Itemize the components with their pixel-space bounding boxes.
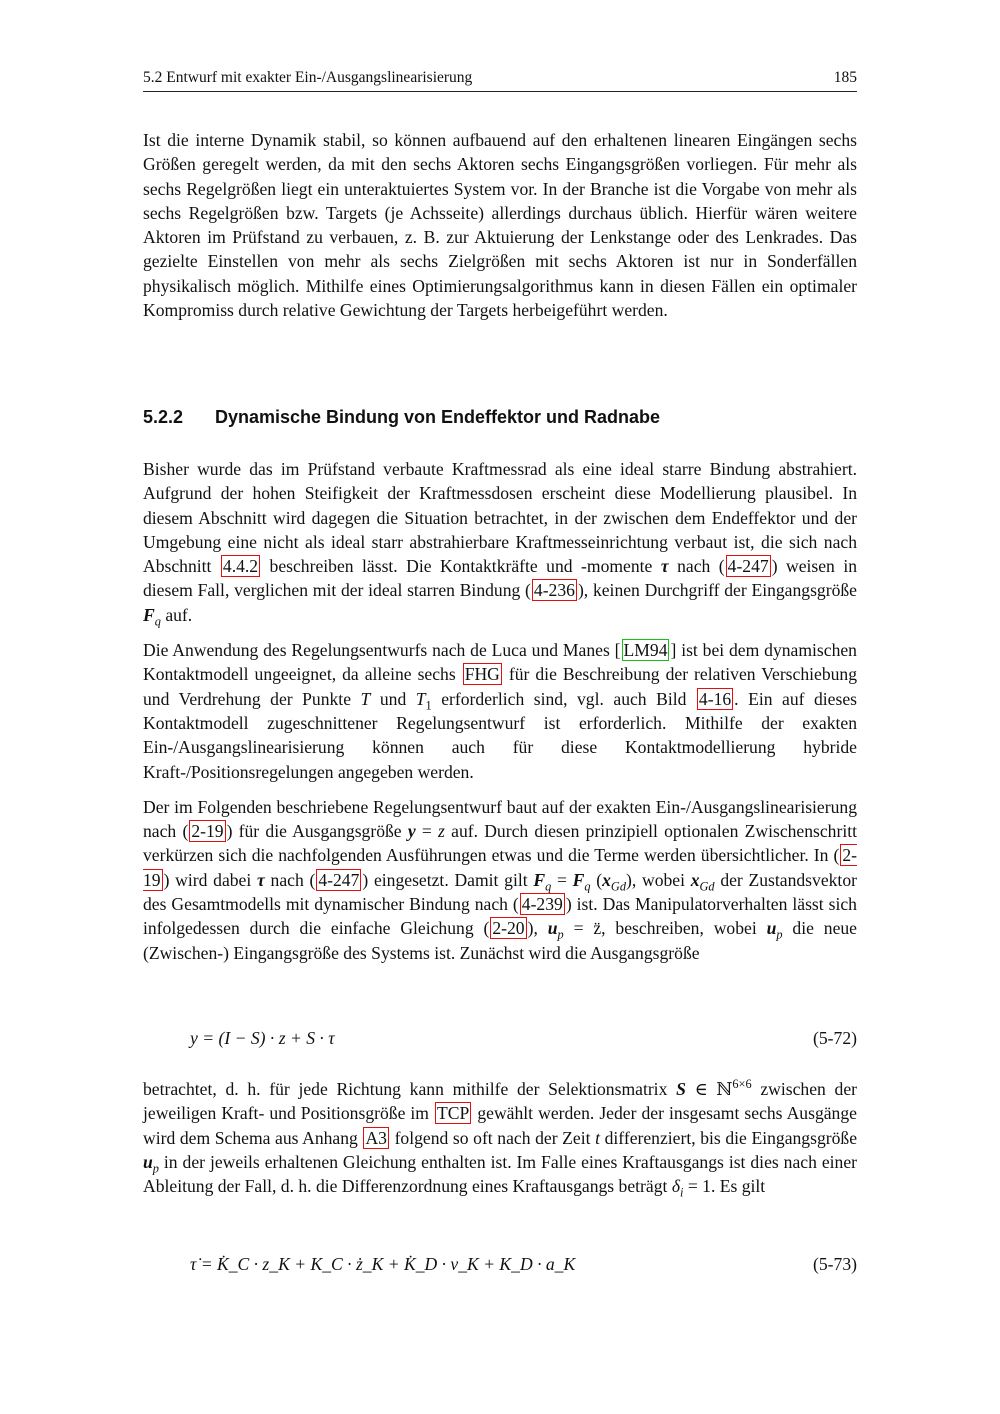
section-heading xyxy=(143,405,660,429)
text-run: betrachtet, d. h. für jede Richtung kann mithilfe der Selektionsmatrix xyxy=(143,1079,668,1099)
text-run: ), keinen Durchgriff der Eingangsgröße xyxy=(577,580,857,601)
text-run: folgend so oft nach der Zeit xyxy=(394,1127,591,1148)
ref-section-4-4-2[interactable]: 4.4.2 xyxy=(222,556,259,577)
text-run: auf. Durch diesen prinzipiell optionalen Zwischenschritt verkürzen sich die nachfolgenden Ausführungen etwas und die Terme werden übersichtlicher. In ( xyxy=(143,821,858,866)
subscript-p: p xyxy=(152,1161,159,1176)
symbol-T1: T xyxy=(415,688,426,709)
text-run: und xyxy=(379,688,407,709)
text-run: = xyxy=(551,869,573,890)
paragraph-internal-dynamics: Ist die interne Dynamik stabil, so können aufbauend auf den erhaltenen linearen Eingängen sechs Größen geregelt werden, da mit den sechs Aktoren sechs Eingangsgrößen vorliegen. Für mehr als sechs Regelgrößen liegt ein unteraktuiertes System vor. In der Branche ist die Vorgabe von mehr als sechs Regelgrößen bzw. Targets (je Achsseite) allerdings durchaus üblich. Hierfür wären weitere Aktoren im Prüfstand zu verbauen, z. B. zur Aktuierung der Lenkstange oder des Lenkrades. Das gezielte Einstellen von mehr als sechs Zielgrößen mit sechs Aktoren ist nur in Sonderfällen physikalisch möglich. Mithilfe eines Optimierungsalgorithmus kann in diesen Fällen ein optimaler Kompromiss durch relative Gewichtung der Targets herbeigeführt werden. xyxy=(143,130,857,321)
ref-eq-4-247[interactable]: 4-247 xyxy=(727,556,769,577)
symbol-tau: τ xyxy=(257,869,265,890)
text-run: gewählt werden. Jeder der insgesamt sechs Ausgänge wird dem Schema aus Anhang xyxy=(143,1103,857,1148)
equation-body: y = (I − S) · z + S · τ xyxy=(190,1028,335,1048)
text-run: zwischen der jeweiligen Kraft- und Positionsgröße im xyxy=(143,1079,857,1124)
subscript-1: 1 xyxy=(425,698,432,713)
section-body xyxy=(143,457,857,965)
subscript-p: p xyxy=(776,927,783,942)
equation-number: (5-72) xyxy=(813,1028,857,1048)
subscript-q: q xyxy=(584,879,591,894)
text-run: erforderlich sind, vgl. auch Bild xyxy=(441,688,687,709)
post-equation-body xyxy=(143,1077,857,1198)
symbol-tau: τ xyxy=(660,556,669,577)
intro-paragraph-block xyxy=(143,128,857,322)
header-chapter-title: 5.2 Entwurf mit exakter Ein-/Ausgangslinearisierung xyxy=(143,69,473,86)
ref-eq-2-20[interactable]: 2-20 xyxy=(492,918,525,939)
paragraph-control-design xyxy=(143,795,857,965)
ref-eq-2-19[interactable]: 2-19 xyxy=(191,821,224,842)
paragraph-selection-matrix xyxy=(143,1077,857,1198)
text-run: nach ( xyxy=(270,869,316,890)
subscript-q: q xyxy=(545,879,552,894)
text-run: ), xyxy=(527,918,538,939)
text-run: ∈ ℕ xyxy=(685,1079,733,1099)
symbol-x: x xyxy=(690,869,700,890)
subscript-gd: Gd xyxy=(610,879,626,894)
text-run: Der im Folgenden beschriebene Regelungsentwurf baut auf der exakten Ein-/Ausgangslinearisierung nach ( xyxy=(143,796,857,842)
text-run: der Zustandsvektor des Gesamtmodells mit dynamischer Bindung nach ( xyxy=(143,869,857,915)
symbol-t: t xyxy=(595,1127,601,1148)
equation-5-73 xyxy=(190,1252,857,1276)
symbol-z: z xyxy=(438,821,445,842)
text-run: in der jeweils erhaltenen Gleichung enthalten ist. Im Falle eines Kraftausgangs ist dies nach einer Ableitung der Fall, d. h. die Differenzordnung eines Kraftausgangs beträgt xyxy=(143,1151,857,1197)
equation-number: (5-73) xyxy=(813,1254,857,1274)
citation-lm94[interactable]: LM94 xyxy=(623,640,668,661)
symbol-F: F xyxy=(143,604,155,625)
running-header xyxy=(143,68,857,92)
text-run: . Ein auf dieses Kontaktmodell zugeschnittener Regelungsentwurf ist erforderlich. Mithilfe der exakten Ein-/Ausgangslinearisierung können auch für diese Kontaktmodellierung hybride Kraft-/Positionsregelungen angegeben werden. xyxy=(143,688,857,782)
text-run: nach ( xyxy=(677,556,725,577)
text-run: = xyxy=(415,821,439,842)
text-run: wobei xyxy=(641,869,685,890)
subscript-q: q xyxy=(154,614,161,629)
text-run: Die Anwendung des Regelungsentwurfs nach de Luca und Manes [ xyxy=(143,640,621,661)
ref-figure-4-16[interactable]: 4-16 xyxy=(698,688,732,709)
ref-fhg[interactable]: FHG xyxy=(464,664,500,685)
symbol-u: u xyxy=(547,918,558,939)
text-run: = z̈, beschreiben, wobei xyxy=(563,918,757,939)
text-run: = 1. Es gilt xyxy=(683,1176,766,1197)
ref-eq-4-239[interactable]: 4-239 xyxy=(521,894,563,915)
text-run: ( xyxy=(590,869,603,890)
symbol-x: x xyxy=(602,869,611,890)
text-run: ) eingesetzt. Damit gilt xyxy=(362,869,528,890)
ref-tcp[interactable]: TCP xyxy=(437,1103,470,1124)
text-run: ) für die Ausgangsgröße xyxy=(226,821,402,842)
symbol-T: T xyxy=(360,688,371,709)
symbol-u: u xyxy=(766,918,777,939)
ref-appendix-a3[interactable]: A3 xyxy=(365,1127,387,1148)
ref-eq-2-19[interactable]: 2-19 xyxy=(143,845,857,890)
paragraph-force-sensor xyxy=(143,457,857,627)
text-run: ] ist bei dem dynamischen Kontaktmodell ungeeignet, da alleine sechs xyxy=(143,640,857,685)
text-run: ), xyxy=(625,869,637,890)
symbol-F: F xyxy=(572,869,585,890)
symbol-F: F xyxy=(533,869,546,890)
text-run: ) wird dabei xyxy=(163,869,252,890)
header-page-number: 185 xyxy=(833,69,857,86)
ref-eq-4-247[interactable]: 4-247 xyxy=(318,869,360,890)
symbol-y: y xyxy=(407,821,416,842)
subscript-i: i xyxy=(680,1185,684,1200)
text-run: die neue (Zwischen-) Eingangsgröße des Systems ist. Zunächst wird die Ausgangsgröße xyxy=(143,918,857,963)
paragraph-de-luca-manes xyxy=(143,638,857,784)
section-number: 5.2.2 xyxy=(143,407,184,427)
symbol-S: S xyxy=(676,1079,686,1099)
text-run: ) ist. Das Manipulatorverhalten lässt sich infolgedessen durch die einfache Gleichung ( xyxy=(143,894,857,939)
text-run: Bisher wurde das im Prüfstand verbaute Kraftmessrad als eine ideal starre Bindung abstrahiert. Aufgrund der hohen Steifigkeit der Kraftmessdosen erscheint diese Modellierung plausibel. In diesem Abschnitt wird dagegen die Situation betrachtet, in der zwischen dem Endeffektor und der Umgebung eine nicht als ideal starr abstrahierbare Kraftmesseinrichtung verbaut ist, die sich nach Abschnitt xyxy=(143,459,857,577)
subscript-p: p xyxy=(557,927,564,942)
superscript-dim: 6×6 xyxy=(732,1077,752,1092)
text-run: auf. xyxy=(165,604,193,625)
text-run: differenziert, bis die Eingangsgröße xyxy=(604,1127,857,1148)
subscript-gd: Gd xyxy=(699,879,715,894)
text-run: für die Beschreibung der relativen Verschiebung und Verdrehung der Punkte xyxy=(143,664,858,709)
text-run: ) weisen in diesem Fall, verglichen mit der ideal starren Bindung ( xyxy=(143,556,858,601)
equation-body: τ̇ = K̇_C · z_K + K_C · ż_K + K̇_D · v_K + K_D · a_K xyxy=(190,1254,576,1274)
symbol-delta: δ xyxy=(671,1176,680,1197)
ref-eq-4-236[interactable]: 4-236 xyxy=(533,580,575,601)
section-title: Dynamische Bindung von Endeffektor und Radnabe xyxy=(215,407,661,427)
symbol-u: u xyxy=(143,1151,153,1172)
equation-5-72 xyxy=(190,1026,857,1050)
text-run: beschreiben lässt. Die Kontaktkräfte und -momente xyxy=(269,556,653,577)
